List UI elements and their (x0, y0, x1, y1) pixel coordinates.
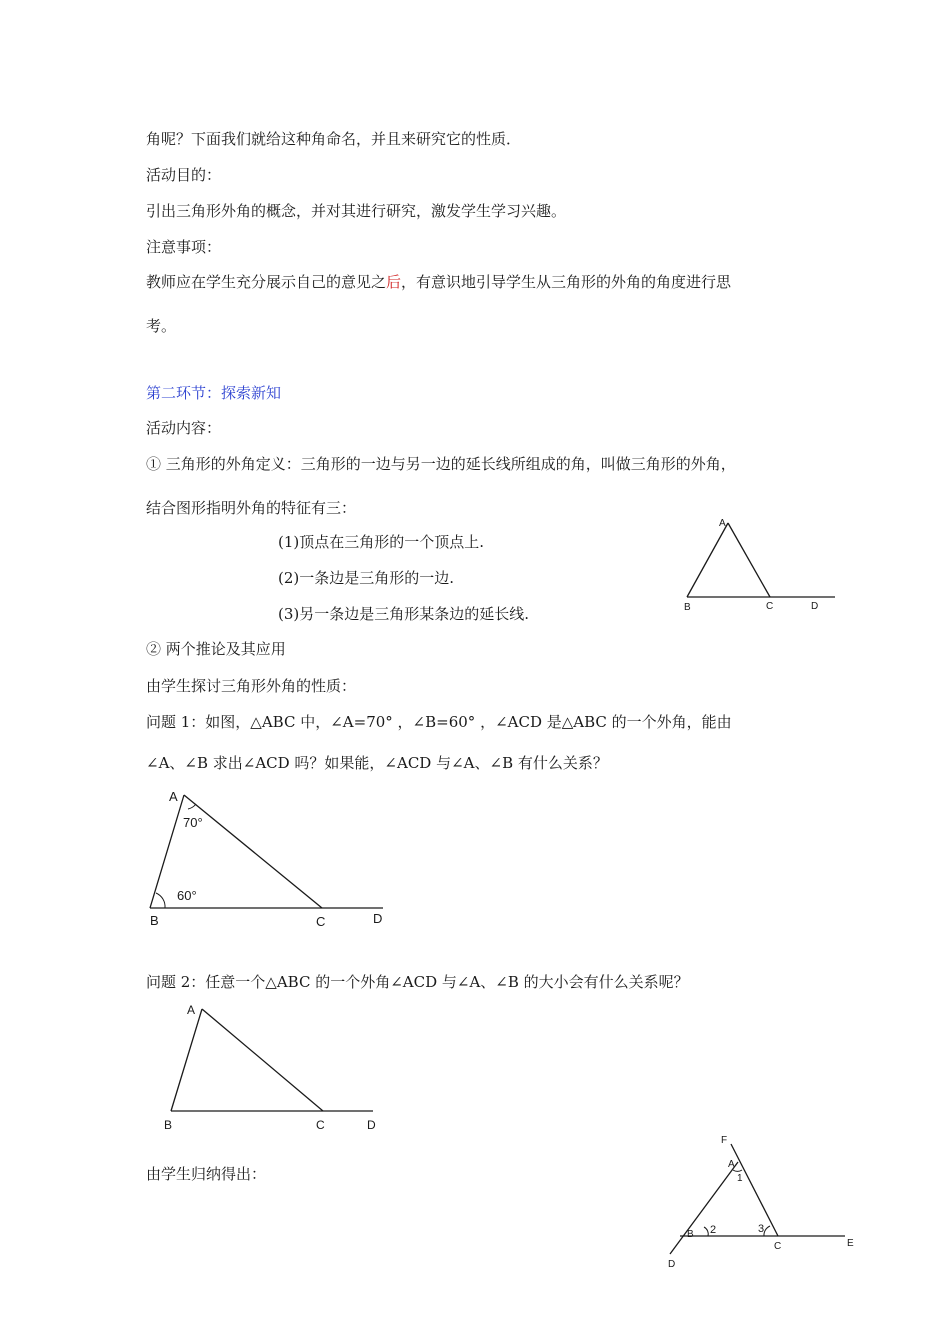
fig4-label-3: 3 (758, 1223, 765, 1235)
fig3-side-ac (202, 1009, 323, 1111)
fig1-label-c: C (766, 601, 774, 612)
notes-text-a: 教师应在学生充分展示自己的意见之 (146, 273, 387, 291)
fig4-angle-1-arc (733, 1170, 742, 1171)
fig3-label-d: D (367, 1118, 376, 1132)
notes-text-c: ，有意识地引导学生从三角形的外角的角度进行思 (401, 273, 732, 291)
fig4-label-2: 2 (710, 1224, 717, 1236)
fig4-line-fc (731, 1144, 778, 1236)
summary-intro: 由学生归纳得出： (146, 1165, 267, 1183)
feature-1: (1)顶点在三角形的一个顶点上. (278, 533, 485, 551)
fig1-label-a: A (719, 518, 726, 529)
figure-exterior-angles-summary (660, 1130, 870, 1275)
notes-text-end: 考。 (146, 317, 177, 335)
notes-text-highlight: 后 (386, 273, 402, 291)
definition-text: ① 三角形的外角定义：三角形的一边与另一边的延长线所组成的角，叫做三角形的外角， (146, 455, 736, 473)
fig1-label-d: D (811, 601, 819, 612)
fig4-label-d: D (668, 1259, 676, 1270)
fig4-angle-2-arc (704, 1227, 708, 1236)
fig4-label-f: F (721, 1135, 728, 1146)
fig4-angle-3-arc (764, 1226, 770, 1236)
explore-text: 由学生探讨三角形外角的性质： (146, 677, 357, 695)
paragraph-intro: 角呢？下面我们就给这种角命名，并且来研究它的性质． (146, 130, 522, 148)
fig2-label-a: A (169, 789, 178, 804)
fig4-label-c: C (774, 1241, 782, 1252)
question-2: 问题 2：任意一个△ABC 的一个外角∠ACD 与∠A、∠B 的大小会有什么关系呢？ (146, 973, 689, 991)
fig3-side-ab (171, 1009, 202, 1111)
fig4-label-1: 1 (737, 1173, 743, 1184)
fig2-label-c: C (316, 914, 326, 929)
fig2-label-b: B (150, 913, 159, 928)
feature-3: (3)另一条边是三角形某条边的延长线. (278, 605, 530, 623)
features-intro: 结合图形指明外角的特征有三： (146, 499, 357, 517)
activity-content-heading: 活动内容： (146, 419, 222, 437)
fig2-side-ac (184, 795, 322, 908)
notes-text (146, 271, 731, 292)
fig4-label-b: B (687, 1229, 694, 1240)
fig2-label-d: D (373, 911, 383, 926)
activity-goal-text: 引出三角形外角的概念，并对其进行研究，激发学生学习兴趣。 (146, 202, 567, 220)
fig3-label-a: A (187, 1003, 196, 1017)
fig3-label-c: C (316, 1118, 325, 1132)
question-1-line-2: ∠A、∠B 求出∠ACD 吗？如果能，∠ACD 与∠A、∠B 有什么关系？ (146, 754, 608, 772)
fig4-label-a: A (728, 1159, 735, 1170)
fig1-side-ac (728, 523, 770, 597)
fig3-label-b: B (164, 1118, 173, 1132)
figure-exterior-angle (680, 515, 840, 615)
fig1-label-b: B (684, 602, 691, 613)
fig4-label-e: E (847, 1238, 854, 1249)
figure-question-1 (145, 785, 395, 930)
section-heading: 第二环节：探索新知 (146, 384, 282, 402)
fig1-side-ab (687, 523, 728, 597)
feature-2: (2)一条边是三角形的一边. (278, 569, 455, 587)
figure-question-2 (158, 998, 388, 1138)
fig2-angle-b-arc (156, 893, 165, 908)
corollaries-heading: ② 两个推论及其应用 (146, 640, 286, 658)
fig4-line-da (670, 1162, 738, 1254)
notes-heading: 注意事项： (146, 238, 222, 256)
fig2-angle-a-value: 70° (183, 815, 203, 830)
activity-goal-heading: 活动目的： (146, 166, 222, 184)
question-1-line-1: 问题 1：如图，△ABC 中，∠A=70° ，∠B=60° ，∠ACD 是△ABC 的一个外角，能由 (146, 713, 732, 731)
fig2-angle-b-value: 60° (177, 888, 197, 903)
fig2-angle-a-arc (188, 804, 196, 809)
